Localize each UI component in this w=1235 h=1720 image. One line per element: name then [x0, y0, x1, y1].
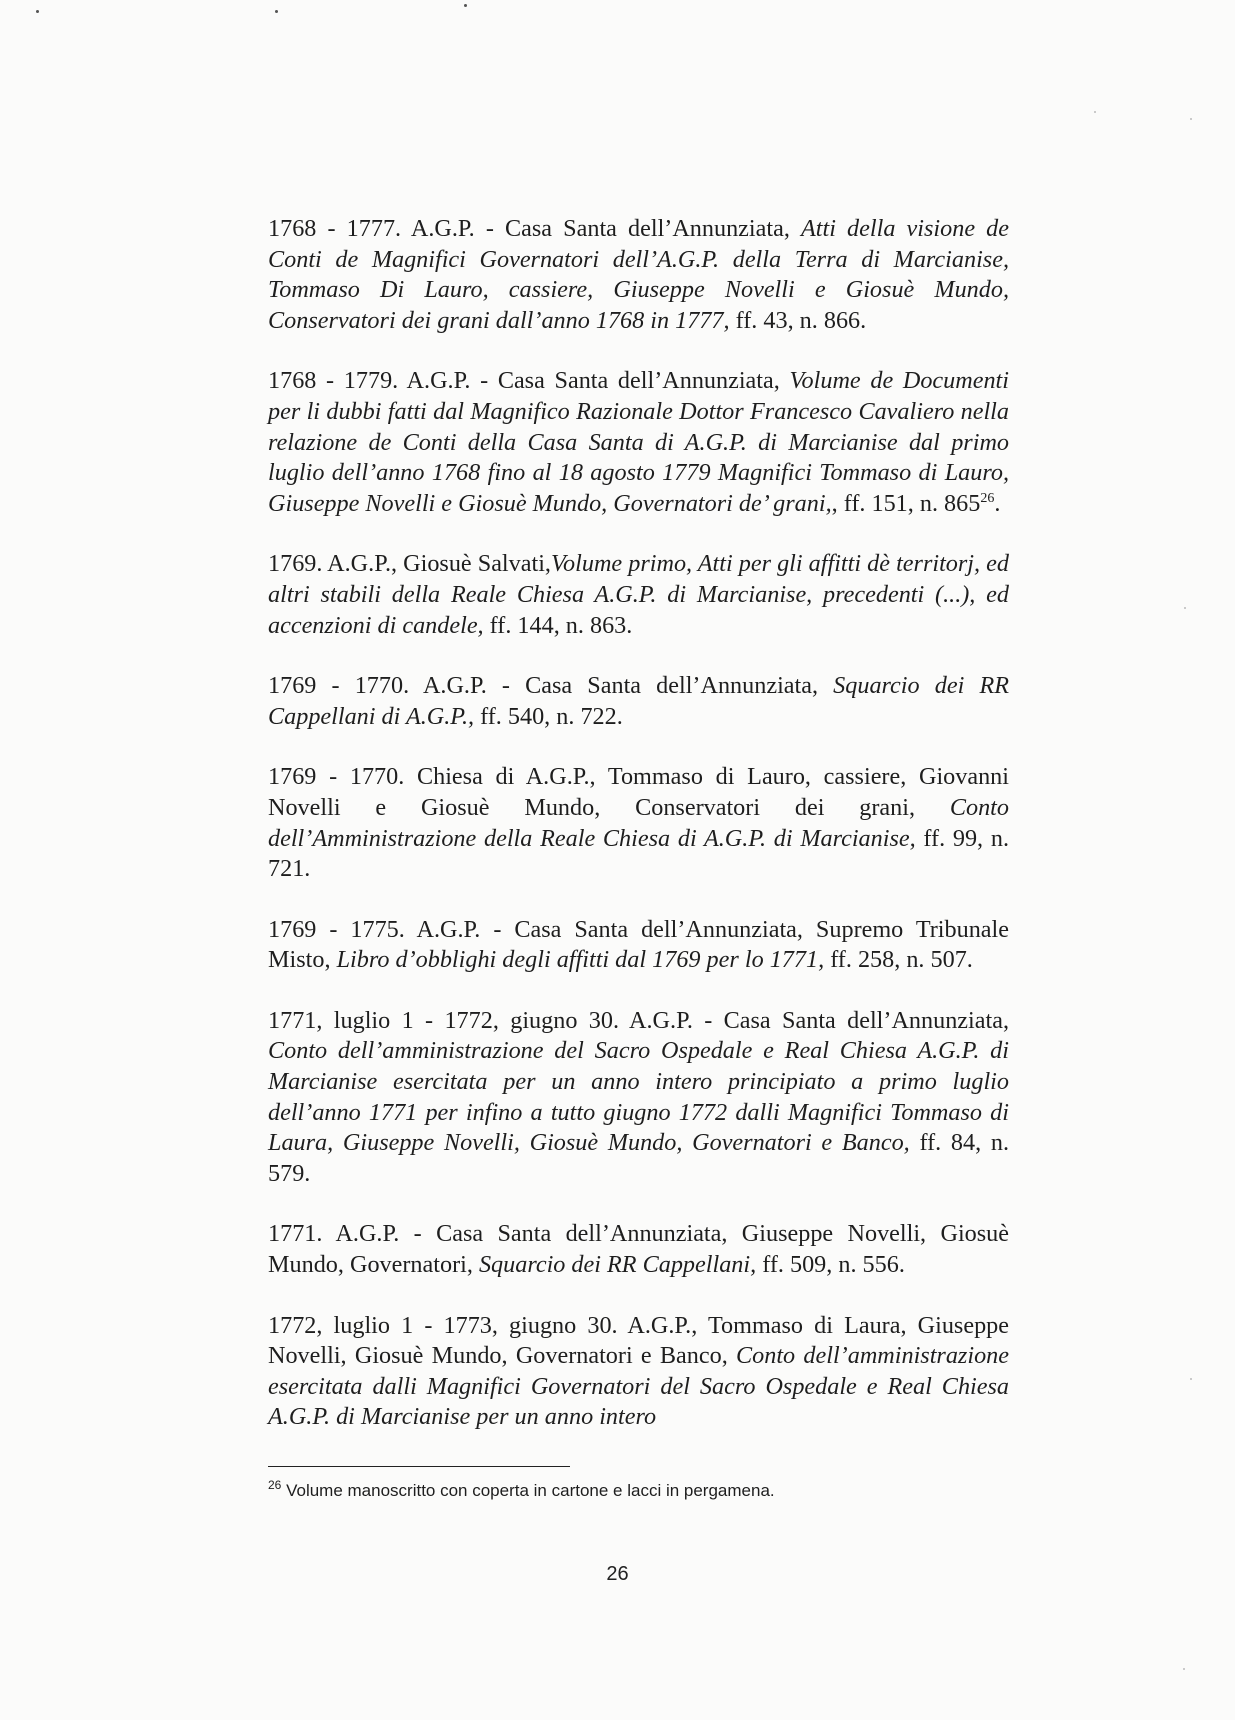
bibliography-entry — [268, 214, 1009, 336]
entry-text: . — [994, 489, 1001, 517]
entry-text: ff. 84, n. 579. — [268, 1129, 1009, 1187]
bibliography-entry — [268, 549, 1009, 641]
entry-text: ff. 144, n. 863. — [483, 611, 633, 639]
entry-text: 1768 - 1779. A.G.P. - Casa Santa dell’Annunziata, — [268, 367, 790, 395]
bibliography-entry — [268, 762, 1009, 884]
scan-speck — [275, 10, 278, 13]
footnote-number: 26 — [268, 1478, 282, 1492]
entry-title-italic: Atti della visione de Conti de Magnifici Governatori dell’A.G.P. della Terra di Marcianise, Tommaso Di Lauro, cassiere, Giuseppe Novelli e Giosuè Mundo, Conservatori dei grani dall’anno 1768 in 1777, — [268, 215, 1010, 334]
scan-speck — [1094, 111, 1096, 113]
footnote — [268, 1478, 1008, 1501]
entries-list — [268, 214, 1009, 1463]
entry-title-italic: Conto dell’Amministrazione della Reale Chiesa di A.G.P. di Marcianise, — [268, 793, 1009, 852]
entry-text: 1769. A.G.P., Giosuè Salvati, — [268, 550, 551, 578]
entry-text: 1769 - 1770. A.G.P. - Casa Santa dell’Annunziata, — [268, 672, 834, 700]
entry-text: 1772, luglio 1 - 1773, giugno 30. A.G.P., Tommaso di Laura, Giuseppe Novelli, Giosuè Mundo, Governatori e Banco, — [268, 1311, 1009, 1370]
entry-title-italic: Conto dell’amministrazione esercitata dalli Magnifici Governatori del Sacro Ospedale e Real Chiesa A.G.P. di Marcianise per un anno intero — [268, 1342, 1009, 1431]
bibliography-entry — [268, 915, 1009, 976]
entry-text: 1771. A.G.P. - Casa Santa dell’Annunziata, Giuseppe Novelli, Giosuè Mundo, Governatori, — [268, 1220, 1009, 1279]
entry-title-italic: Squarcio dei RR Cappellani, — [478, 1251, 757, 1279]
page-number: 26 — [606, 1563, 629, 1585]
footnote-reference: 26 — [980, 490, 995, 506]
scan-speck — [36, 10, 39, 13]
entry-title-italic: Volume primo, Atti per gli affitti dè territorj, ed altri stabili della Reale Chiesa A.G.P. di Marcianise, precedenti (...), ed accenzioni di candele, — [268, 550, 1009, 639]
entry-text: 1769 - 1775. A.G.P. - Casa Santa dell’Annunziata, Supremo Tribunale Misto, — [268, 915, 1009, 974]
scan-speck — [1190, 1378, 1192, 1380]
bibliography-entry — [268, 1311, 1009, 1433]
bibliography-entry — [268, 366, 1009, 519]
entry-text: ff. 540, n. 722. — [474, 702, 623, 730]
entry-text: 1768 - 1777. A.G.P. - Casa Santa dell’Annunziata, — [268, 215, 801, 242]
entry-title-italic: Volume de Documenti per li dubbi fatti dal Magnifico Razionale Dottor Francesco Cavaliero nella relazione de Conti della Casa Santa di A.G.P. di Marcianise dal primo luglio dell’anno 1768 fino al 18 agosto 1779 Magnifici Tommaso di Lauro, Giuseppe Novelli e Giosuè Mundo, Governatori de’ grani, — [268, 367, 1009, 517]
entry-text: ff. 258, n. 507. — [824, 946, 973, 974]
entry-text: 1771, luglio 1 - 1772, giugno 30. A.G.P. - Casa Santa dell’Annunziata, — [268, 1006, 1009, 1034]
scan-speck — [464, 4, 467, 7]
entry-text: ff. 99, n. 721. — [268, 824, 1009, 883]
bibliography-entry — [268, 1219, 1009, 1280]
footnote-text: Volume manoscritto con coperta in cartone e lacci in pergamena. — [281, 1481, 775, 1500]
entry-text: , ff. 151, n. 865 — [831, 489, 981, 517]
bibliography-entry — [268, 1006, 1009, 1190]
entry-title-italic: Libro d’obblighi degli affitti dal 1769 per lo 1771, — [336, 946, 825, 974]
entry-text: ff. 43, n. 866. — [729, 306, 867, 334]
entry-title-italic: Conto dell’amministrazione del Sacro Ospedale e Real Chiesa A.G.P. di Marcianise esercitata per un anno intero principiato a primo luglio dell’anno 1771 per infino a tutto giugno 1772 dalli Magnifici Tommaso di Laura, Giuseppe Novelli, Giosuè Mundo, Governatori e Banco, — [268, 1037, 1009, 1157]
entry-text: ff. 509, n. 556. — [756, 1251, 905, 1279]
footnote-separator — [268, 1466, 570, 1467]
scan-speck — [1190, 118, 1192, 120]
entry-title-italic: Squarcio dei RR Cappellani di A.G.P., — [268, 672, 1009, 730]
scan-speck — [1183, 1668, 1185, 1670]
bibliography-entry — [268, 671, 1009, 732]
scan-speck — [1184, 607, 1186, 609]
entry-text: 1769 - 1770. Chiesa di A.G.P., Tommaso di Lauro, cassiere, Giovanni Novelli e Giosuè Mundo, Conservatori dei grani, — [268, 763, 1009, 821]
